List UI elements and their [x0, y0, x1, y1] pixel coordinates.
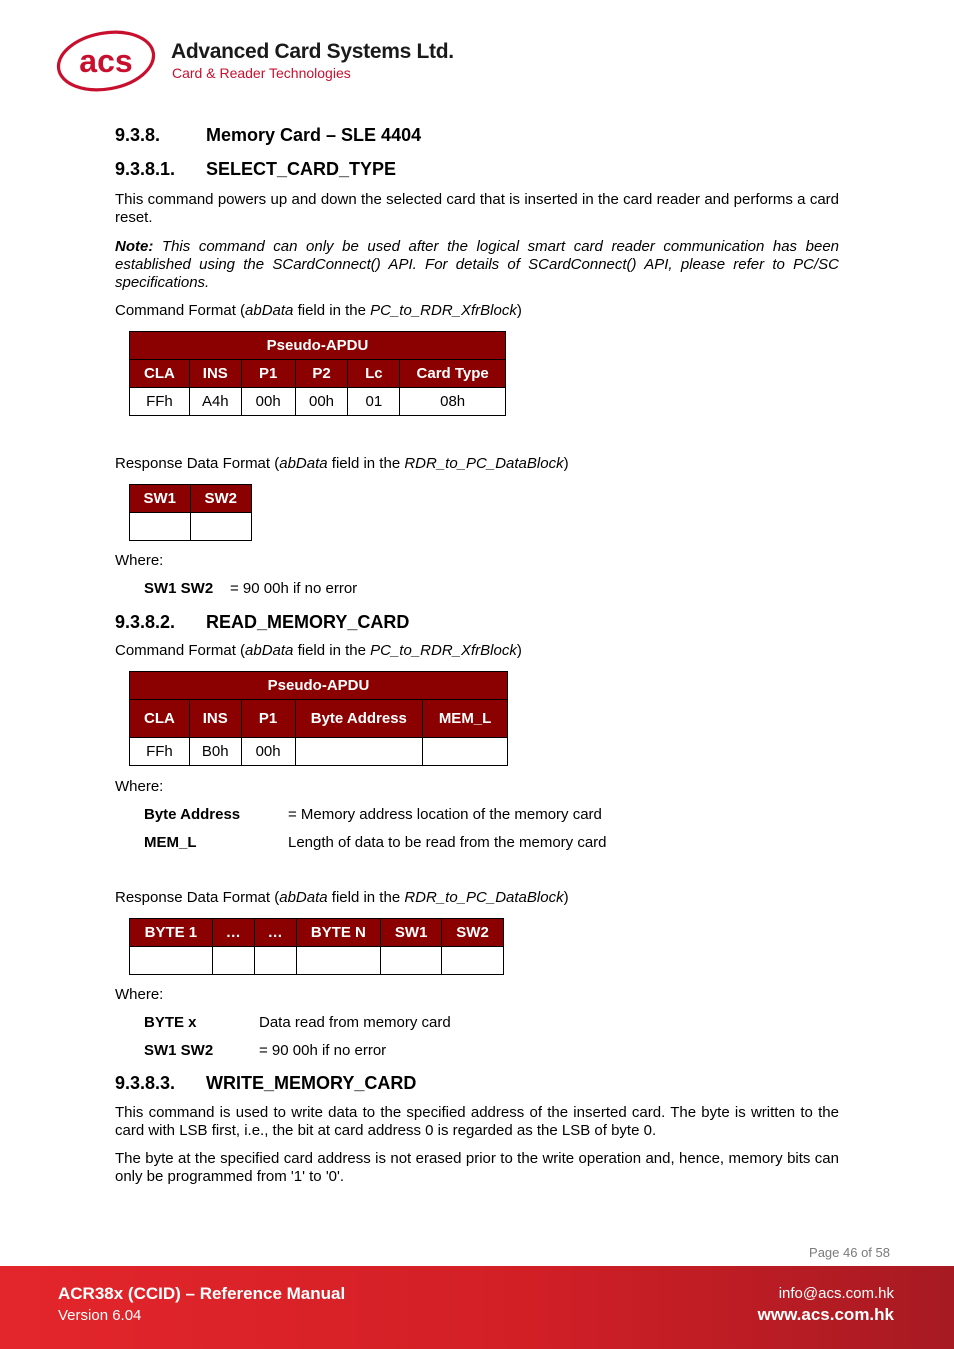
table-cell [190, 513, 252, 541]
table-header-cell: P1 [241, 360, 295, 388]
where-value: Data read from memory card [259, 1014, 451, 1031]
select-card-type-note [115, 238, 839, 292]
acs-logo [55, 30, 159, 97]
table-header-cell: CLA [130, 360, 190, 388]
section-title: Memory Card – SLE 4404 [206, 125, 422, 145]
table-header-cell: Card Type [400, 360, 506, 388]
table-header-cell: Lc [348, 360, 400, 388]
table-cell: 00h [241, 388, 295, 416]
table-header-cell: INS [189, 700, 241, 738]
text: Response Data Format ( [115, 455, 280, 472]
text: field in the [293, 302, 371, 319]
section-number: 9.3.8.2. [115, 612, 176, 632]
where-value: = 90 00h if no error [259, 1042, 387, 1059]
where-value: = Memory address location of the memory card [288, 806, 602, 823]
where-key: SW1 SW2 [144, 1042, 214, 1059]
where-key: BYTE x [144, 1014, 197, 1031]
table-cell [381, 947, 442, 975]
text: ) [516, 302, 522, 319]
where-item [144, 580, 357, 597]
table-title: Pseudo-APDU [130, 672, 508, 700]
table-header-cell: Byte Address [295, 700, 423, 738]
page-number: Page 46 of 58 [809, 1245, 890, 1260]
text: abData [245, 642, 294, 659]
write-memory-card-paragraph-1: This command is used to write data to the specified address of the inserted card. The byte is written to the card with LSB first, i.e., the bit at card address 0 is regarded as the LSB of byte 0. [115, 1104, 839, 1139]
command-format-line [115, 642, 839, 660]
text: abData [279, 889, 328, 906]
where-key: SW1 SW2 [144, 580, 214, 597]
table-header-cell: BYTE 1 [130, 919, 213, 947]
select-card-type-apdu-table [129, 331, 506, 416]
section-title: WRITE_MEMORY_CARD [206, 1073, 417, 1093]
section-title: SELECT_CARD_TYPE [206, 159, 397, 179]
table-title: Pseudo-APDU [130, 332, 506, 360]
where-item [144, 1042, 386, 1059]
text: abData [279, 455, 328, 472]
where-label: Where: [115, 778, 164, 795]
where-item [144, 834, 607, 851]
table-header-cell: P1 [241, 700, 295, 738]
table-cell: 08h [400, 388, 506, 416]
table-cell [130, 947, 213, 975]
footer-website: www.acs.com.hk [757, 1305, 894, 1324]
text: Command Format ( [115, 642, 246, 659]
text: Response Data Format ( [115, 889, 280, 906]
note-text: This command can only be used after the logical smart card reader communication has been established using the SCardConnect() API. For details of SCardConnect() API, please refer to PC/SC specifications. [115, 238, 839, 291]
section-heading-9-3-8-1 [115, 159, 396, 180]
text: PC_to_RDR_XfrBlock [370, 642, 517, 659]
text: ) [563, 889, 569, 906]
where-item [144, 806, 602, 823]
text: field in the [293, 642, 371, 659]
where-key: Byte Address [144, 806, 241, 823]
response-format-line [115, 889, 839, 907]
where-item [144, 1014, 451, 1031]
footer-version: Version 6.04 [58, 1307, 142, 1324]
table-header-cell: P2 [295, 360, 348, 388]
where-label: Where: [115, 552, 164, 569]
table-cell [423, 738, 508, 766]
table-cell: FFh [130, 388, 190, 416]
where-label: Where: [115, 986, 164, 1003]
section-number: 9.3.8. [115, 125, 161, 145]
table-cell: 00h [241, 738, 295, 766]
text: field in the [327, 455, 405, 472]
table-cell: 00h [295, 388, 348, 416]
table-header-cell: SW1 [130, 485, 191, 513]
write-memory-card-paragraph-2: The byte at the specified card address is not erased prior to the write operation and, hence, memory bits can only be programmed from '1' to '0'. [115, 1150, 839, 1185]
table-header-cell: MEM_L [423, 700, 508, 738]
section-title: READ_MEMORY_CARD [206, 612, 410, 632]
table-cell [296, 947, 381, 975]
read-memory-card-apdu-table [129, 671, 508, 766]
logo-text: acs [79, 43, 133, 79]
company-name: Advanced Card Systems Ltd. [171, 40, 454, 63]
text: RDR_to_PC_DataBlock [404, 455, 564, 472]
where-key: MEM_L [144, 834, 197, 851]
text: Command Format ( [115, 302, 246, 319]
command-format-line [115, 302, 839, 320]
table-header-cell: SW1 [381, 919, 442, 947]
response-format-line [115, 455, 839, 473]
section-heading-9-3-8-3 [115, 1073, 416, 1094]
text: ) [563, 455, 569, 472]
text: PC_to_RDR_XfrBlock [370, 302, 517, 319]
select-card-type-response-table [129, 484, 252, 541]
table-cell [130, 513, 191, 541]
table-header-cell: SW2 [442, 919, 504, 947]
table-header-cell: SW2 [190, 485, 252, 513]
footer-manual-title: ACR38x (CCID) – Reference Manual [58, 1284, 346, 1303]
section-heading-9-3-8 [115, 125, 421, 146]
read-memory-card-response-table [129, 918, 504, 975]
select-card-type-description: This command powers up and down the selected card that is inserted in the card reader and performs a card reset. [115, 191, 839, 226]
table-cell: 01 [348, 388, 400, 416]
text: abData [245, 302, 294, 319]
text: field in the [327, 889, 405, 906]
table-header-cell: … [212, 919, 254, 947]
where-value: = 90 00h if no error [230, 580, 358, 597]
section-heading-9-3-8-2 [115, 612, 409, 633]
footer-email: info@acs.com.hk [778, 1285, 894, 1302]
table-cell [212, 947, 254, 975]
section-number: 9.3.8.3. [115, 1073, 176, 1093]
table-header-cell: CLA [130, 700, 190, 738]
text: RDR_to_PC_DataBlock [404, 889, 564, 906]
section-number: 9.3.8.1. [115, 159, 176, 179]
table-cell: FFh [130, 738, 190, 766]
table-cell [295, 738, 423, 766]
table-cell [442, 947, 504, 975]
table-header-cell: … [254, 919, 296, 947]
text: ) [516, 642, 522, 659]
company-tagline: Card & Reader Technologies [172, 65, 351, 81]
table-cell [254, 947, 296, 975]
page-footer [0, 1266, 954, 1349]
table-header-cell: BYTE N [296, 919, 381, 947]
table-cell: B0h [189, 738, 241, 766]
table-cell: A4h [189, 388, 241, 416]
table-header-cell: INS [189, 360, 241, 388]
note-label: Note: [115, 238, 154, 255]
where-value: Length of data to be read from the memory card [288, 834, 607, 851]
